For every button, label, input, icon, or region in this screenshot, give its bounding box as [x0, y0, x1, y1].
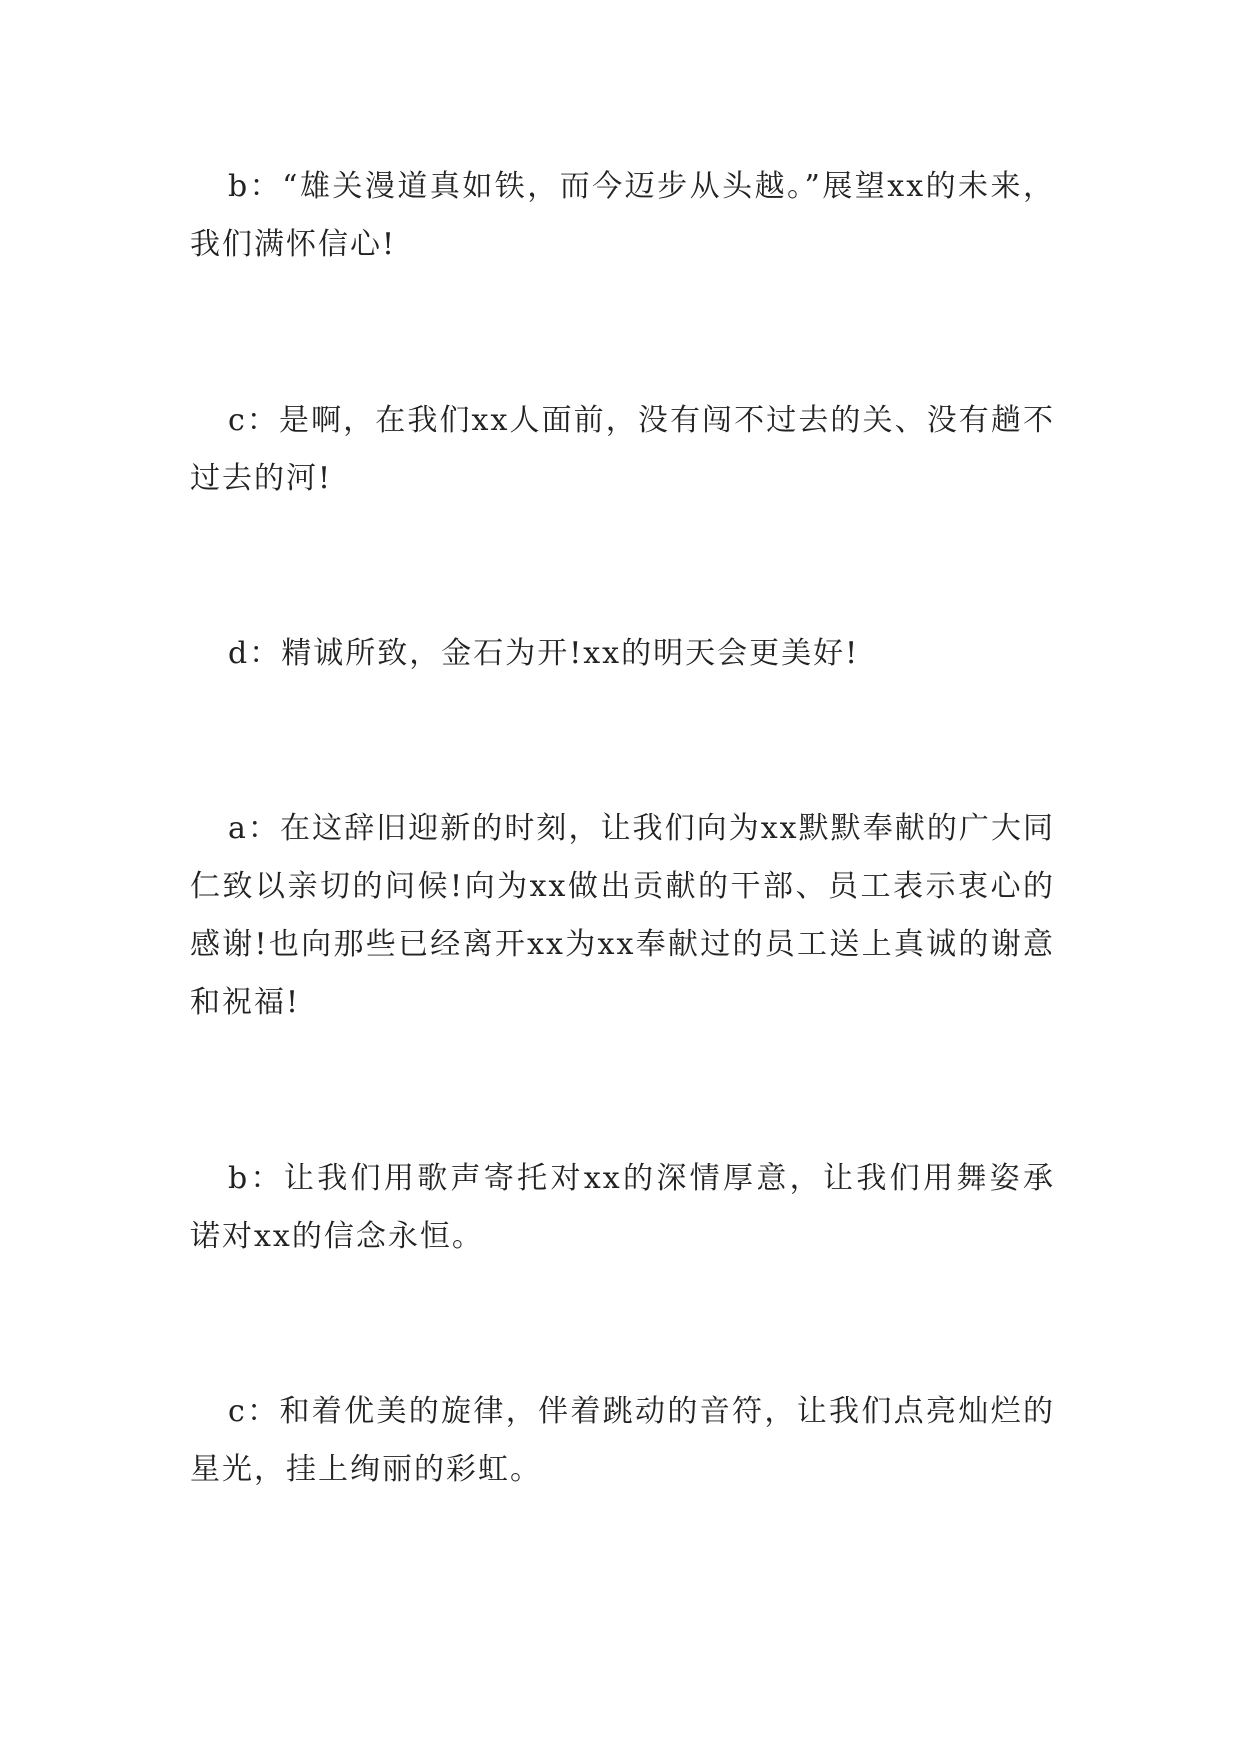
paragraph-a-1: a：在这辞旧迎新的时刻，让我们向为xx默默奉献的广大同仁致以亲切的问候!向为xx做出贡献的干部、员工表示衷心的感谢!也向那些已经离开xx为xx奉献过的员工送上真诚的谢意和祝福!	[190, 811, 1055, 1020]
paragraph-b-2: b：让我们用歌声寄托对xx的深情厚意，让我们用舞姿承诺对xx的信念永恒。	[190, 1161, 1055, 1254]
paragraph-c-2: c：和着优美的旋律，伴着跳动的音符，让我们点亮灿烂的星光，挂上绚丽的彩虹。	[190, 1394, 1055, 1487]
paragraph-d-1: d：精诚所致，金石为开!xx的明天会更美好!	[228, 636, 860, 671]
paragraph-c-1: c：是啊，在我们xx人面前，没有闯不过去的关、没有趟不过去的河!	[190, 403, 1055, 496]
paragraph-b-1: b：“雄关漫道真如铁，而今迈步从头越。”展望xx的未来，我们满怀信心!	[190, 169, 1055, 262]
